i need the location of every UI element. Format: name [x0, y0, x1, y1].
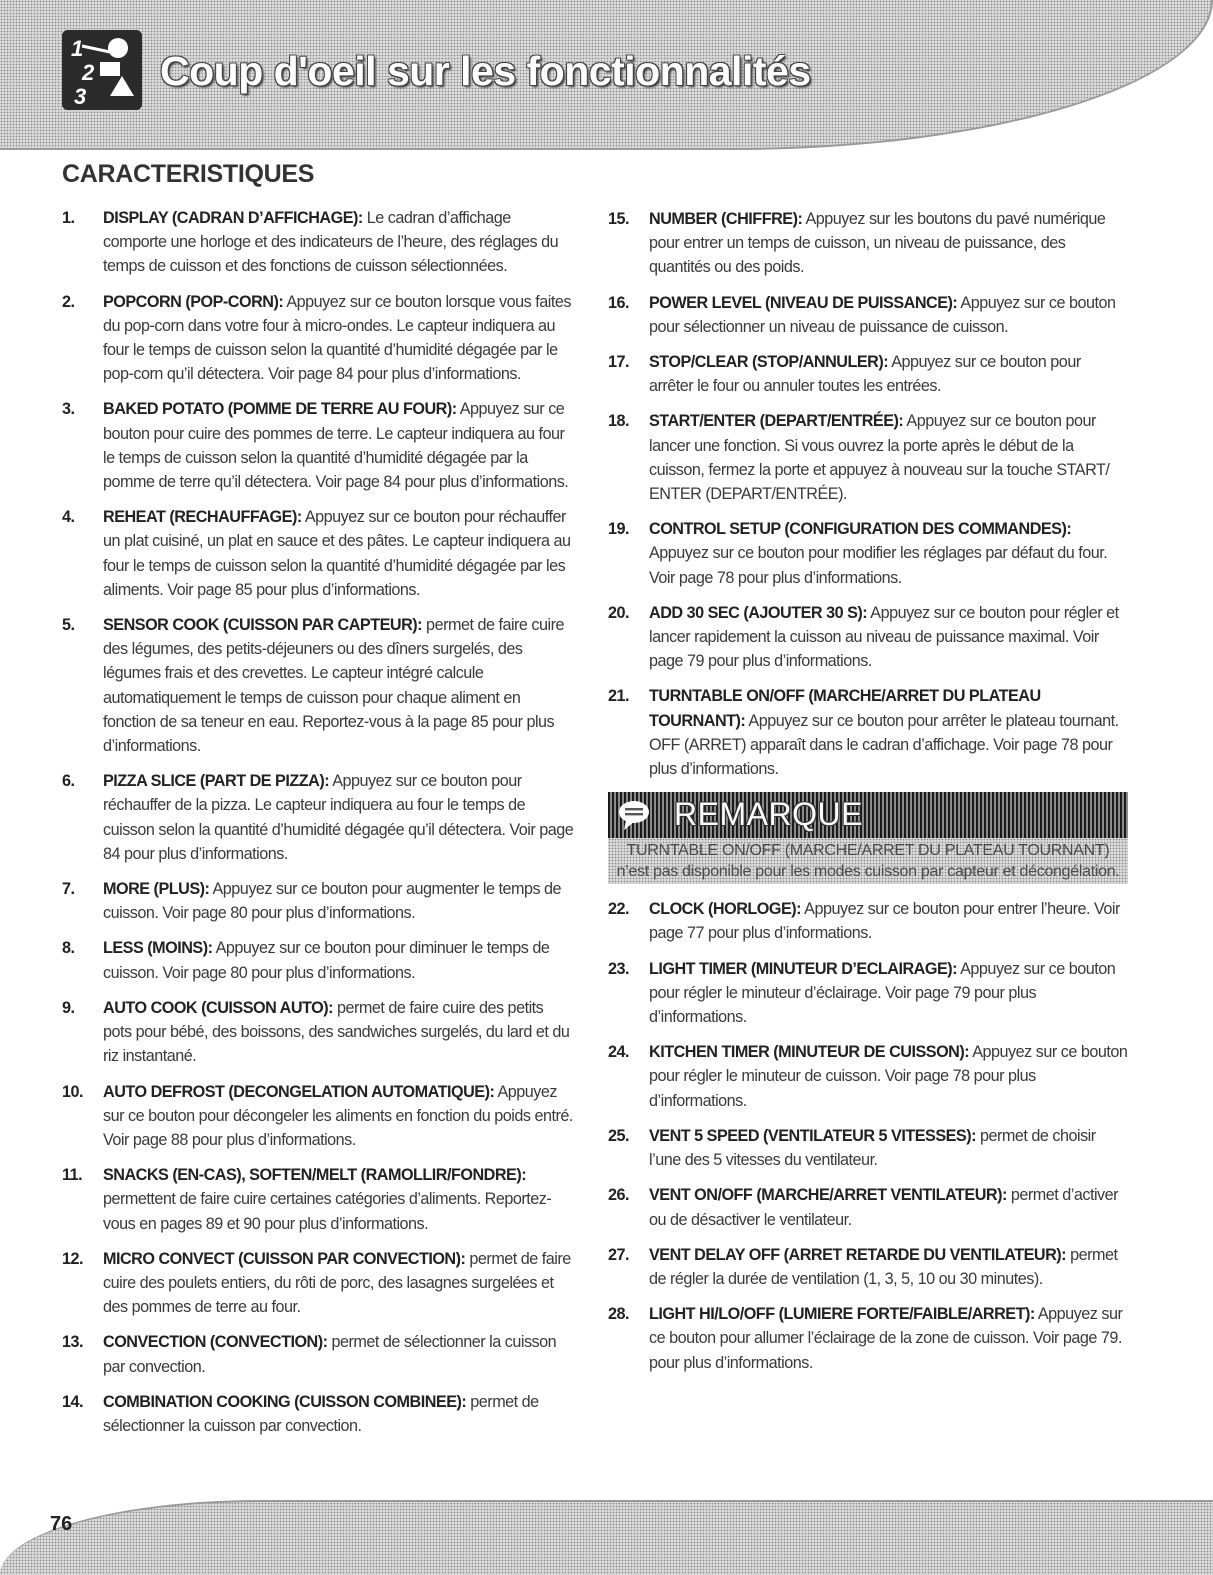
feature-description [649, 291, 1128, 339]
feature-heading: SENSOR COOK (CUISSON PAR CAPTEUR): [103, 616, 423, 635]
feature-description [649, 897, 1128, 945]
feature-item [608, 207, 1128, 280]
feature-item [62, 206, 574, 279]
feature-number: 5. [62, 616, 75, 635]
feature-description [103, 397, 574, 494]
feature-heading: COMBINATION COOKING (CUISSON COMBINEE): [103, 1392, 467, 1411]
feature-item [608, 1183, 1128, 1231]
feature-number: 24. [608, 1043, 630, 1062]
feature-item [608, 1243, 1128, 1291]
feature-item [608, 1124, 1128, 1172]
feature-heading: MORE (PLUS): [103, 880, 210, 899]
feature-description [103, 1080, 574, 1153]
feature-number: 14. [62, 1392, 84, 1411]
feature-description [103, 290, 574, 387]
feature-item [62, 877, 574, 925]
feature-number: 23. [608, 959, 630, 978]
feature-text: permet de faire cuire des légumes, des petits-déjeuners ou des dîners surgelés, des légumes frais et des crevettes. Le capteur intégré calcule automatiquement le temps de cuisson pour chaque aliment en fonction de sa teneur en eau. Reportez-vous à la page 85 pour plus d’informations. [103, 616, 565, 756]
remarque-line-1: TURNTABLE ON/OFF (MARCHE/ARRET DU PLATEAU TOURNANT) [626, 842, 1110, 860]
feature-heading: CONTROL SETUP (CONFIGURATION DES COMMANDES): [649, 520, 1072, 539]
feature-heading: PIZZA SLICE (PART DE PIZZA): [103, 772, 330, 791]
feature-heading: START/ENTER (DEPART/ENTRÉE): [649, 412, 904, 431]
feature-description [103, 1330, 574, 1378]
remarque-line-2: n’est pas disponible pour les modes cuisson par capteur et décongélation. [616, 863, 1120, 881]
feature-description [103, 613, 574, 758]
feature-item [608, 957, 1128, 1030]
feature-item [608, 291, 1128, 339]
feature-description [103, 877, 574, 925]
feature-heading: VENT 5 SPEED (VENTILATEUR 5 VITESSES): [649, 1126, 976, 1145]
feature-item [62, 1390, 574, 1438]
feature-description [649, 957, 1128, 1030]
right-column [608, 207, 1128, 1386]
note-icon [616, 798, 652, 832]
feature-heading: MICRO CONVECT (CUISSON PAR CONVECTION): [103, 1249, 466, 1268]
feature-heading: ADD 30 SEC (AJOUTER 30 S): [649, 603, 868, 622]
feature-description [103, 1390, 574, 1438]
feature-text: Appuyez sur ce bouton pour entrer l’heure. Voir page 77 pour plus d’informations. [649, 900, 1120, 943]
feature-text: Appuyez sur ce bouton pour diminuer le temps de cuisson. Voir page 80 pour plus d’informations. [103, 939, 550, 982]
feature-text: permettent de faire cuire certaines catégories d’aliments. Reportez-vous en pages 89 et 90 pour plus d’informations. [103, 1190, 552, 1233]
feature-description [103, 1247, 574, 1320]
steps-123-icon [62, 30, 142, 110]
feature-description [649, 1302, 1128, 1375]
feature-item [62, 1247, 574, 1320]
feature-text: permet de choisir l’une des 5 vitesses du ventilateur. [649, 1126, 1096, 1170]
feature-item [62, 505, 574, 602]
feature-text: Appuyez sur ce bouton pour réchauffer un plat cuisiné, un plat en sauce et des pâtes. Le capteur indiquera au four le temps de cuisson selon la quantité d’humidité dégagée par les aliments. Voir page 85 pour plus d’informations. [103, 508, 571, 599]
feature-text: Appuyez sur ce bouton pour allumer l’éclairage de la zone de cuisson. Voir page 79. pour plus d’informations. [649, 1305, 1123, 1372]
feature-item [608, 1302, 1128, 1375]
feature-description [649, 1243, 1128, 1291]
feature-heading: LESS (MOINS): [103, 939, 213, 958]
feature-number: 20. [608, 603, 630, 622]
feature-item [608, 601, 1128, 674]
feature-number: 4. [62, 508, 75, 527]
feature-text: Appuyez sur ce bouton pour augmenter le temps de cuisson. Voir page 80 pour plus d’informations. [103, 880, 562, 923]
feature-number: 11. [62, 1166, 83, 1185]
feature-number: 12. [62, 1249, 84, 1268]
feature-number: 19. [608, 520, 630, 539]
feature-number: 9. [62, 998, 75, 1017]
feature-text: Appuyez sur ce bouton pour sélectionner un niveau de puissance de cuisson. [649, 293, 1116, 336]
feature-number: 22. [608, 900, 630, 919]
feature-heading: AUTO DEFROST (DECONGELATION AUTOMATIQUE): [103, 1082, 495, 1101]
feature-description [649, 1040, 1128, 1113]
feature-number: 28. [608, 1305, 630, 1324]
feature-item [608, 350, 1128, 398]
feature-description [649, 1124, 1128, 1172]
feature-description [103, 936, 574, 984]
feature-description [103, 505, 574, 602]
feature-number: 1. [62, 209, 75, 227]
feature-item [62, 996, 574, 1069]
feature-number: 18. [608, 412, 630, 431]
feature-heading: TURNTABLE ON/OFF (MARCHE/ARRET DU PLATEAU TOURNANT): [649, 687, 1041, 730]
svg-text:3: 3 [74, 84, 87, 109]
feature-heading: LIGHT TIMER (MINUTEUR D’ECLAIRAGE): [649, 959, 958, 978]
feature-description [649, 601, 1128, 674]
feature-number: 6. [62, 772, 75, 791]
feature-item [608, 1040, 1128, 1113]
feature-text: Appuyez sur ce bouton pour régler le minuteur de cuisson. Voir page 78 pour plus d’informations. [649, 1043, 1128, 1110]
section-title: CARACTERISTIQUES [62, 160, 315, 188]
feature-heading: CLOCK (HORLOGE): [649, 900, 802, 919]
feature-text: Appuyez sur ce bouton pour lancer une fonction. Si vous ouvrez la porte après le début de la cuisson, fermez la porte et appuyez à nouveau sur la touche START/ ENTER (DEPART/ENTRÉE). [649, 412, 1110, 504]
feature-text: Appuyez sur ce bouton pour régler le minuteur d’éclairage. Voir page 79 pour plus d’informations. [649, 959, 1116, 1027]
feature-number: 26. [608, 1186, 630, 1205]
feature-heading: POWER LEVEL (NIVEAU DE PUISSANCE): [649, 293, 958, 312]
feature-item [62, 397, 574, 494]
feature-item [608, 684, 1128, 781]
feature-heading: VENT ON/OFF (MARCHE/ARRET VENTILATEUR): [649, 1186, 1007, 1205]
feature-description [103, 206, 574, 279]
feature-text: Appuyez sur ce bouton pour réchauffer de la pizza. Le capteur indiquera au four le temps de cuisson selon la quantité d’humidité dégagée qu’il détectera. Voir page 84 pour plus d’informations. [103, 772, 574, 863]
feature-heading: SNACKS (EN-CAS), SOFTEN/MELT (RAMOLLIR/FONDRE): [103, 1166, 527, 1185]
feature-number: 7. [62, 880, 75, 899]
page-title: Coup d'oeil sur les fonctionnalités [160, 48, 811, 94]
feature-item [62, 936, 574, 984]
feature-heading: LIGHT HI/LO/OFF (LUMIERE FORTE/FAIBLE/ARRET): [649, 1305, 1035, 1324]
feature-description [649, 409, 1128, 506]
feature-text: permet de faire cuire des petits pots pour bébé, des boissons, des sandwiches surgelés, du lard et du riz instantané. [103, 998, 570, 1066]
feature-number: 13. [62, 1333, 84, 1352]
feature-item [608, 897, 1128, 945]
feature-description [103, 996, 574, 1069]
page-number: 76 [50, 1513, 73, 1535]
feature-description [649, 350, 1128, 398]
feature-heading: POPCORN (POP-CORN): [103, 292, 284, 311]
feature-number: 3. [62, 400, 75, 419]
feature-item [62, 613, 574, 758]
feature-number: 27. [608, 1245, 630, 1264]
feature-heading: BAKED POTATO (POMME DE TERRE AU FOUR): [103, 400, 457, 419]
feature-item [62, 1163, 574, 1236]
feature-heading: VENT DELAY OFF (ARRET RETARDE DU VENTILATEUR): [649, 1245, 1067, 1264]
feature-number: 21. [608, 687, 630, 706]
feature-description [103, 1163, 574, 1236]
feature-description [103, 769, 574, 866]
remarque-text-box [608, 838, 1128, 884]
remarque-title: REMARQUE [674, 796, 863, 833]
feature-heading: STOP/CLEAR (STOP/ANNULER): [649, 353, 889, 372]
feature-heading: REHEAT (RECHAUFFAGE): [103, 508, 302, 527]
feature-text: permet de faire cuire des poulets entiers, du rôti de porc, des lasagnes surgelées et des pommes de terre au four. [103, 1249, 571, 1317]
feature-text: Appuyez sur les boutons du pavé numérique pour entrer un temps de cuisson, un niveau de puissance, des quantités ou des poids. [649, 210, 1106, 277]
feature-number: 15. [608, 210, 630, 228]
feature-number: 16. [608, 293, 630, 312]
right-column-top [608, 207, 1128, 781]
feature-text: Appuyez sur ce bouton pour arrêter le four ou annuler toutes les entrées. [649, 353, 1081, 396]
feature-item [62, 1330, 574, 1378]
feature-text: Le cadran d’affichage comporte une horloge et des indicateurs de l’heure, des réglages du temps de cuisson et des fonctions de cuisson sélectionnées. [103, 209, 559, 276]
feature-text: Appuyez sur ce bouton pour cuire des pommes de terre. Le capteur indiquera au four le temps de cuisson selon la quantité d’humidité dégagée par la pomme de terre qu’il détectera. Voir page 84 pour plus d’informations. [103, 400, 569, 492]
feature-item [608, 409, 1128, 506]
feature-description [649, 517, 1128, 590]
feature-number: 25. [608, 1126, 630, 1145]
feature-text: permet d’activer ou de désactiver le ventilateur. [649, 1186, 1119, 1229]
feature-text: Appuyez sur ce bouton lorsque vous faites du pop-corn dans votre four à micro-ondes. Le capteur indiquera au four le temps de cuisson selon la quantité d’humidité dégagée par le pop-corn qu’il détectera. Voir page 84 pour plus d’informations. [103, 292, 571, 384]
feature-heading: CONVECTION (CONVECTION): [103, 1333, 328, 1352]
remarque-note [608, 792, 1128, 884]
feature-number: 17. [608, 353, 630, 372]
feature-item [62, 1080, 574, 1153]
feature-item [62, 769, 574, 866]
left-column [62, 206, 574, 1449]
feature-heading: DISPLAY (CADRAN D’AFFICHAGE): [103, 209, 363, 227]
feature-text: Appuyez sur ce bouton pour décongeler les aliments en fonction du poids entré. Voir page 88 pour plus d’informations. [103, 1082, 573, 1149]
feature-description [649, 684, 1128, 781]
feature-description [649, 207, 1128, 280]
feature-heading: KITCHEN TIMER (MINUTEUR DE CUISSON): [649, 1043, 970, 1062]
feature-text: Appuyez sur ce bouton pour modifier les réglages par défaut du four. Voir page 78 pour plus d’informations. [649, 544, 1108, 587]
feature-text: permet de sélectionner la cuisson par convection. [103, 1392, 539, 1435]
svg-text:1: 1 [71, 36, 84, 61]
feature-number: 2. [62, 292, 75, 311]
feature-item [62, 290, 574, 387]
svg-text:2: 2 [82, 60, 95, 85]
feature-heading: AUTO COOK (CUISSON AUTO): [103, 998, 334, 1017]
feature-description [649, 1183, 1128, 1231]
feature-text: permet de régler la durée de ventilation (1, 3, 5, 10 ou 30 minutes). [649, 1245, 1118, 1288]
feature-text: Appuyez sur ce bouton pour arrêter le plateau tournant. OFF (ARRET) apparaît dans le cadran d’affichage. Voir page 78 pour plus d’informations. [649, 711, 1119, 779]
feature-item [608, 517, 1128, 590]
feature-number: 10. [62, 1082, 84, 1101]
feature-text: Appuyez sur ce bouton pour régler et lancer rapidement la cuisson au niveau de puissance maximal. Voir page 79 pour plus d’informations. [649, 603, 1119, 671]
feature-heading: NUMBER (CHIFFRE): [649, 210, 803, 228]
feature-text: permet de sélectionner la cuisson par convection. [103, 1333, 557, 1376]
footer-band [0, 1500, 1213, 1575]
right-column-bottom [608, 897, 1128, 1374]
feature-number: 8. [62, 939, 75, 958]
